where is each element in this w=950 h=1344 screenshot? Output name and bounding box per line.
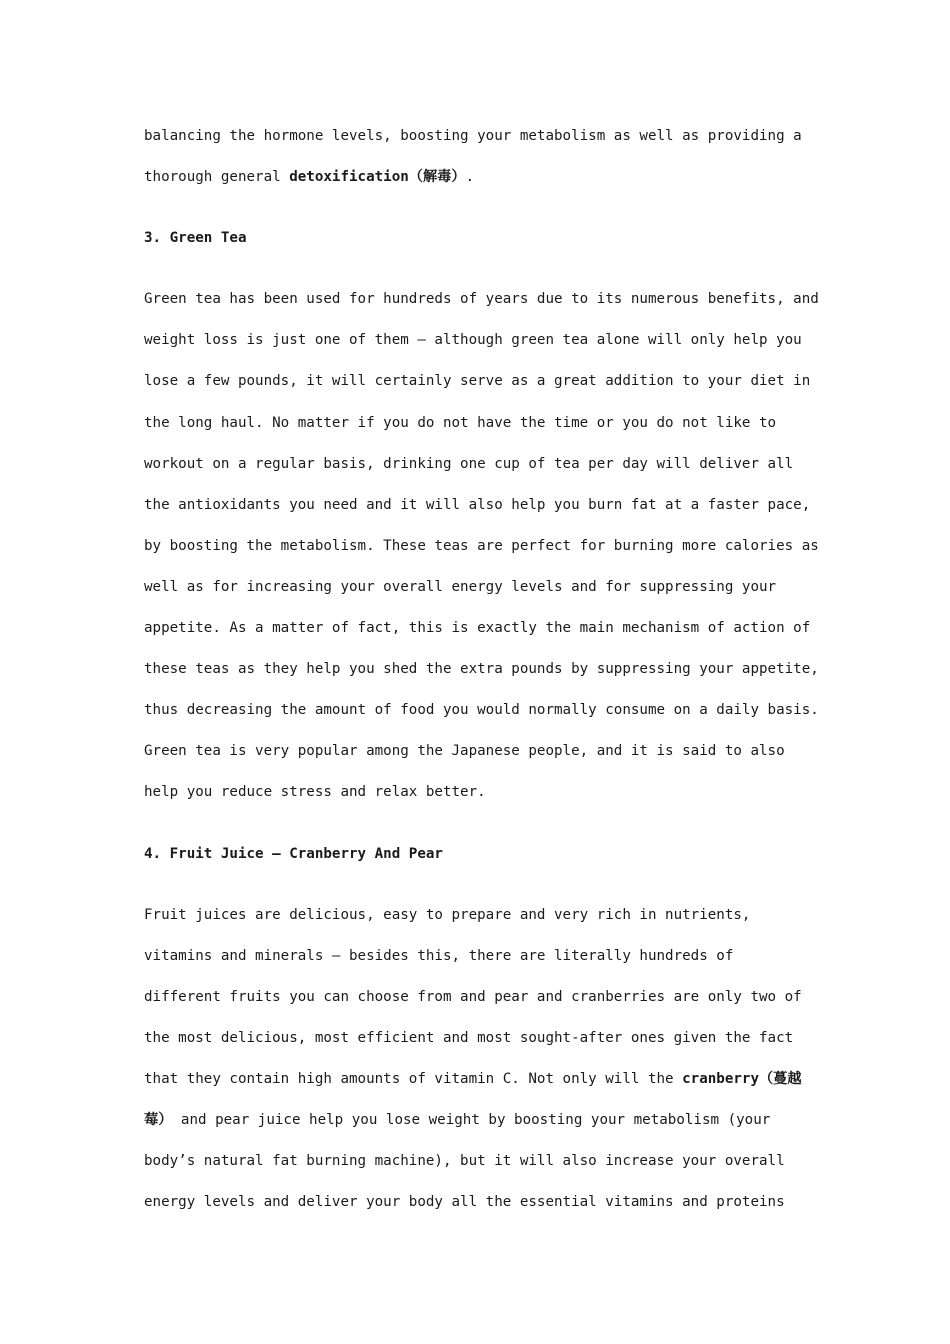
text-line: appetite. As a matter of fact, this is exactly the main mechanism of action of xyxy=(144,620,811,637)
text-line: different fruits you can choose from and pear and cranberries are only two of xyxy=(144,988,802,1005)
text-run: thorough general xyxy=(144,169,290,186)
text-line xyxy=(144,1059,834,1100)
fruit-juice-paragraph xyxy=(144,895,834,1224)
text-line: balancing the hormone levels, boosting your metabolism as well as providing a xyxy=(144,128,802,144)
green-tea-paragraph xyxy=(144,279,834,813)
text-line: weight loss is just one of them – although green tea alone will only help you xyxy=(144,332,802,349)
text-line: well as for increasing your overall energy levels and for suppressing your xyxy=(144,578,777,595)
bold-term: cranberry（蔓越 xyxy=(682,1070,802,1087)
text-line xyxy=(144,1100,834,1141)
text-line: thus decreasing the amount of food you would normally consume on a daily basis. xyxy=(144,702,819,719)
text-line: the antioxidants you need and it will also help you burn fat at a faster pace, xyxy=(144,496,811,513)
text-line: Green tea is very popular among the Japanese people, and it is said to also xyxy=(144,743,785,760)
section-heading: 3. Green Tea xyxy=(144,230,247,247)
text-line: energy levels and deliver your body all the essential vitamins and proteins xyxy=(144,1194,785,1211)
text-line: Green tea has been used for hundreds of years due to its numerous benefits, and xyxy=(144,291,819,308)
text-run: . xyxy=(465,169,475,186)
section-heading: 4. Fruit Juice – Cranberry And Pear xyxy=(144,845,443,862)
document-page xyxy=(144,116,834,1223)
text-line: body’s natural fat burning machine), but it will also increase your overall xyxy=(144,1153,785,1170)
text-line: Fruit juices are delicious, easy to prepare and very rich in nutrients, xyxy=(144,906,751,923)
text-line: these teas as they help you shed the extra pounds by suppressing your appetite, xyxy=(144,661,819,678)
bold-term: 莓） xyxy=(144,1112,173,1129)
text-run: and pear juice help you lose weight by boosting your metabolism (your xyxy=(172,1112,771,1129)
text-line: the most delicious, most efficient and most sought-after ones given the fact xyxy=(144,1029,794,1046)
text-line: by boosting the metabolism. These teas are perfect for burning more calories as xyxy=(144,537,819,554)
text-line: lose a few pounds, it will certainly serve as a great addition to your diet in xyxy=(144,373,811,390)
text-line: workout on a regular basis, drinking one cup of tea per day will deliver all xyxy=(144,455,794,472)
text-line: vitamins and minerals – besides this, there are literally hundreds of xyxy=(144,947,734,964)
text-run: that they contain high amounts of vitamin C. Not only will the xyxy=(144,1070,683,1087)
text-line xyxy=(144,157,834,198)
text-line: help you reduce stress and relax better. xyxy=(144,784,486,801)
bold-term: detoxification（解毒） xyxy=(289,169,466,186)
text-line: the long haul. No matter if you do not have the time or you do not like to xyxy=(144,414,777,431)
